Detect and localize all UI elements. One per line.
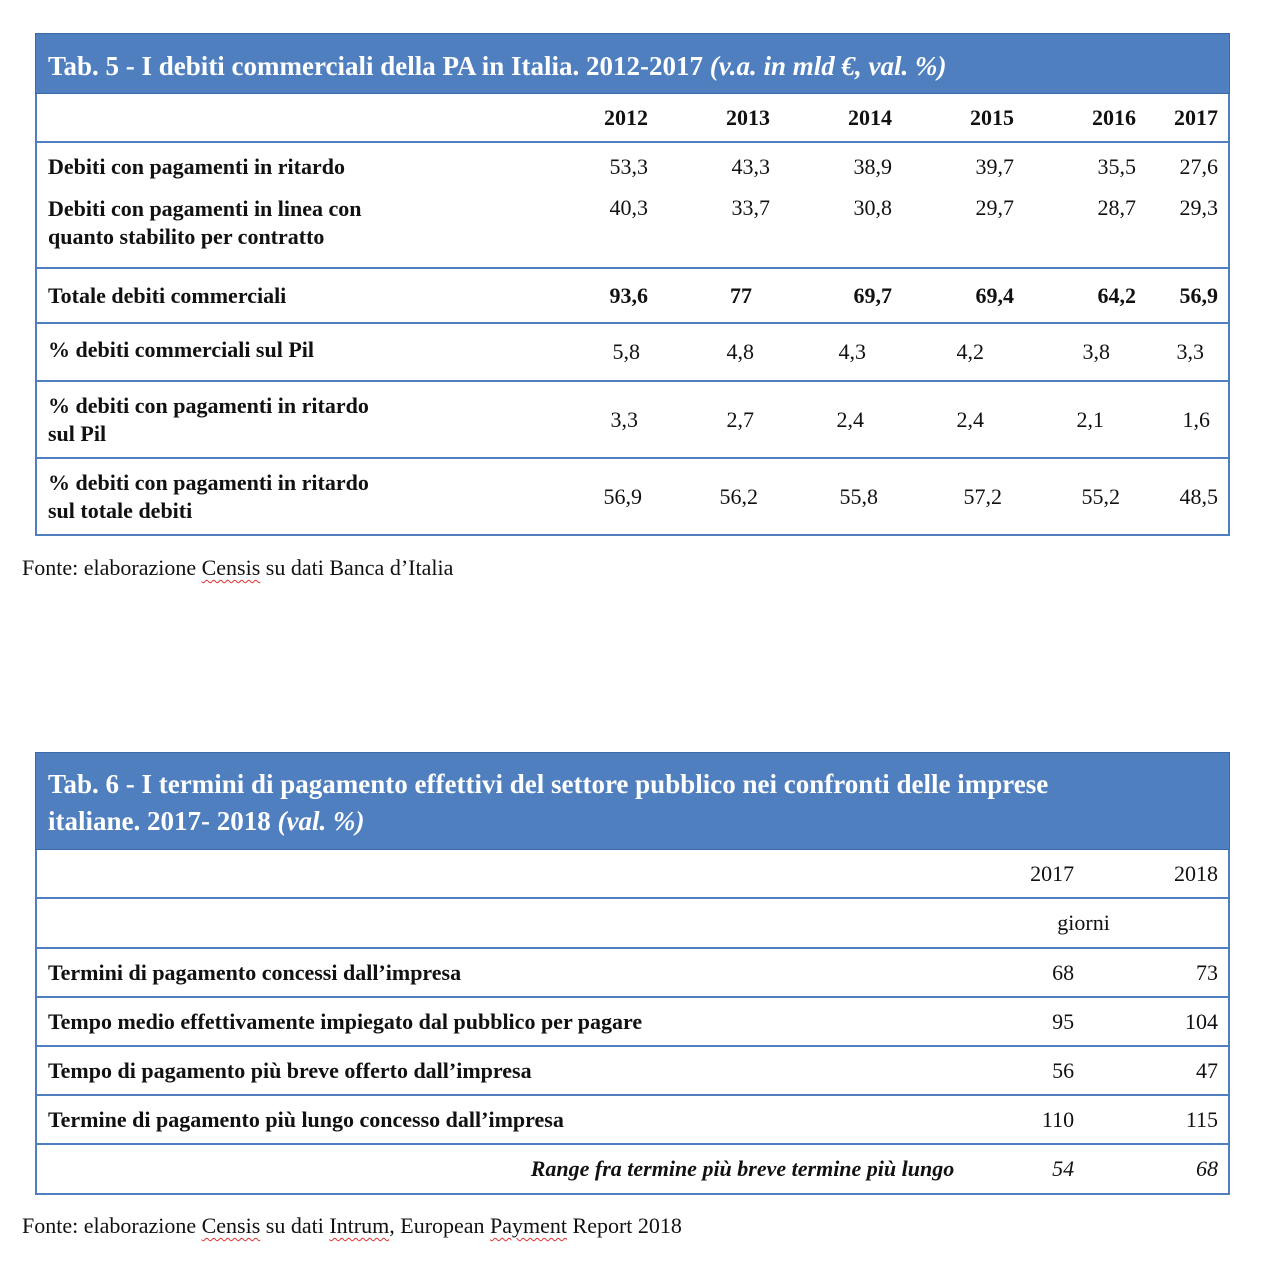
row-label: Tempo di pagamento più breve offerto dall’impresa bbox=[36, 1046, 954, 1095]
table-row bbox=[36, 381, 1229, 458]
table-row bbox=[36, 1095, 1229, 1144]
row-label: Termine di pagamento più lungo concesso dall’impresa bbox=[36, 1095, 954, 1144]
cell-value: 55,8 bbox=[770, 458, 892, 535]
cell-value: 3,8 bbox=[1014, 323, 1136, 381]
year-header: 2014 bbox=[848, 104, 892, 130]
cell-value: 110 bbox=[954, 1095, 1094, 1144]
table-5-title: Tab. 5 - I debiti commerciali della PA in Italia. 2012-2017 (v.a. in mld €, val. %) bbox=[35, 33, 1230, 94]
cell-value: 68 bbox=[954, 948, 1094, 997]
cell-value: 43,3 bbox=[648, 142, 770, 190]
cell-value: 2,1 bbox=[1014, 381, 1136, 458]
cell-value: 40,3 bbox=[609, 195, 648, 220]
cell-value: 55,2 bbox=[1014, 458, 1136, 535]
cell-value: 56,9 bbox=[1136, 268, 1229, 323]
cell-value: 38,9 bbox=[770, 142, 892, 190]
table-row bbox=[36, 997, 1229, 1046]
cell-value: 95 bbox=[954, 997, 1094, 1046]
cell-value: 33,7 bbox=[731, 195, 770, 220]
cell-value: 39,7 bbox=[892, 142, 1014, 190]
cell-value: 69,4 bbox=[892, 268, 1014, 323]
cell-value: 5,8 bbox=[536, 323, 648, 381]
row-label: Tempo medio effettivamente impiegato dal pubblico per pagare bbox=[36, 997, 954, 1046]
cell-value: 53,3 bbox=[536, 142, 648, 190]
cell-value: 104 bbox=[1094, 997, 1229, 1046]
cell-value: 28,7 bbox=[1097, 195, 1136, 220]
row-label: % debiti con pagamenti in ritardo sul Pil bbox=[36, 381, 536, 458]
table-6-header-row bbox=[36, 850, 1229, 898]
year-header: 2016 bbox=[1092, 104, 1136, 130]
table-5 bbox=[35, 33, 1230, 536]
table-5-grid bbox=[35, 94, 1230, 536]
year-header: 2018 bbox=[1174, 860, 1218, 886]
cell-value: 56 bbox=[954, 1046, 1094, 1095]
cell-value: 4,2 bbox=[892, 323, 1014, 381]
cell-value: 64,2 bbox=[1014, 268, 1136, 323]
cell-value: 29,7 bbox=[975, 195, 1014, 220]
cell-value: 73 bbox=[1094, 948, 1229, 997]
cell-value: 27,6 bbox=[1136, 142, 1229, 190]
row-label: Totale debiti commerciali bbox=[36, 268, 536, 323]
row-label: % debiti con pagamenti in ritardo sul totale debiti bbox=[36, 458, 536, 535]
table-6-grid bbox=[35, 850, 1230, 1195]
table-5-source: Fonte: elaborazione Censis su dati Banca d’Italia bbox=[22, 555, 454, 580]
cell-value: 56,9 bbox=[536, 458, 648, 535]
table-6-title: Tab. 6 - I termini di pagamento effettivi del settore pubblico nei confronti delle imprese italiane. 2017- 2018 (val. %) bbox=[35, 752, 1230, 850]
cell-value: 3,3 bbox=[1136, 323, 1229, 381]
table-row-total bbox=[36, 268, 1229, 323]
table-row-range bbox=[36, 1144, 1229, 1194]
cell-value: 29,3 bbox=[1179, 195, 1218, 220]
year-header: 2015 bbox=[970, 104, 1014, 130]
table-6-unit-row bbox=[36, 898, 1229, 948]
cell-value: 4,3 bbox=[770, 323, 892, 381]
cell-value: 115 bbox=[1094, 1095, 1229, 1144]
cell-value: 1,6 bbox=[1136, 381, 1229, 458]
cell-value: 30,8 bbox=[853, 195, 892, 220]
row-label: % debiti commerciali sul Pil bbox=[36, 323, 536, 381]
year-header: 2012 bbox=[604, 104, 648, 130]
unit-label: giorni bbox=[954, 898, 1229, 948]
cell-value: 2,7 bbox=[648, 381, 770, 458]
table-5-header-row bbox=[36, 94, 1229, 142]
year-header: 2013 bbox=[726, 104, 770, 130]
cell-value: 3,3 bbox=[536, 381, 648, 458]
table-row bbox=[36, 948, 1229, 997]
range-label: Range fra termine più breve termine più lungo bbox=[36, 1144, 954, 1194]
table-6-source: Fonte: elaborazione Censis su dati Intrum, European Payment Report 2018 bbox=[22, 1213, 682, 1238]
cell-value: 2,4 bbox=[892, 381, 1014, 458]
year-header: 2017 bbox=[1174, 104, 1218, 130]
cell-value: 69,7 bbox=[770, 268, 892, 323]
table-row bbox=[36, 190, 1229, 268]
cell-value: 35,5 bbox=[1014, 142, 1136, 190]
cell-value: 2,4 bbox=[770, 381, 892, 458]
table-row bbox=[36, 323, 1229, 381]
cell-value: 4,8 bbox=[648, 323, 770, 381]
cell-value: 77 bbox=[648, 268, 770, 323]
cell-value: 54 bbox=[954, 1144, 1094, 1194]
table-row bbox=[36, 142, 1229, 190]
cell-value: 47 bbox=[1094, 1046, 1229, 1095]
cell-value: 56,2 bbox=[648, 458, 770, 535]
row-label: Termini di pagamento concessi dall’impresa bbox=[36, 948, 954, 997]
cell-value: 57,2 bbox=[892, 458, 1014, 535]
table-6 bbox=[35, 752, 1230, 1195]
cell-value: 68 bbox=[1094, 1144, 1229, 1194]
row-label: Debiti con pagamenti in linea con quanto stabilito per contratto bbox=[48, 196, 362, 249]
table-row bbox=[36, 1046, 1229, 1095]
cell-value: 93,6 bbox=[536, 268, 648, 323]
year-header: 2017 bbox=[1030, 860, 1075, 886]
row-label: Debiti con pagamenti in ritardo bbox=[36, 142, 536, 190]
table-row bbox=[36, 458, 1229, 535]
cell-value: 48,5 bbox=[1136, 458, 1229, 535]
